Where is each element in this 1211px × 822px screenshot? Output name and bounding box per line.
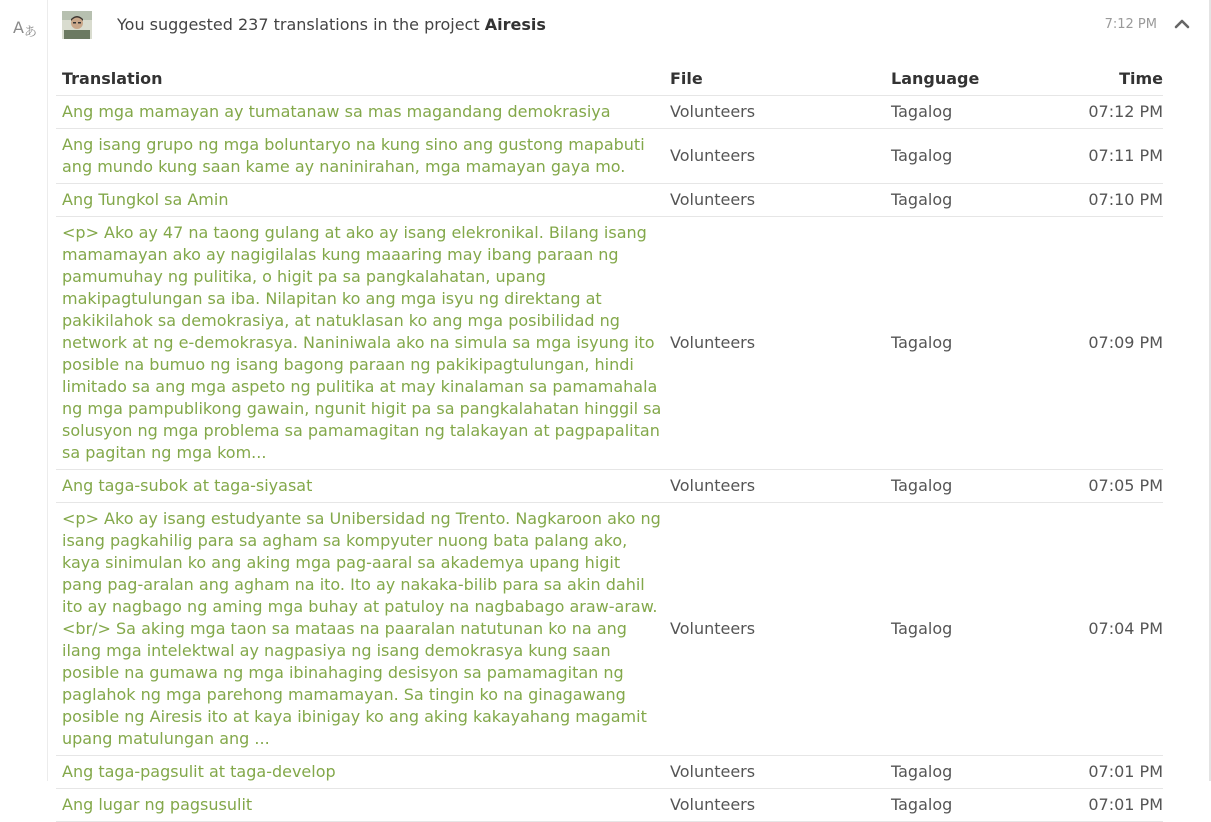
table-row [56, 789, 1163, 822]
time-cell: 07:12 PM [1027, 96, 1163, 129]
table-row [56, 129, 1163, 184]
time-cell: 07:04 PM [1027, 503, 1163, 756]
activity-timestamp: 7:12 PM [1104, 17, 1157, 32]
translation-cell [56, 756, 664, 789]
translation-link[interactable]: Ang mga mamayan ay tumatanaw sa mas magandang demokrasiya [62, 102, 611, 121]
table-row [56, 96, 1163, 129]
language-cell: Tagalog [885, 503, 1027, 756]
translation-cell [56, 184, 664, 217]
table-row [56, 756, 1163, 789]
activity-headline [117, 14, 546, 36]
project-name[interactable]: Airesis [484, 15, 546, 34]
file-cell: Volunteers [664, 129, 885, 184]
column-header-file: File [664, 62, 885, 96]
table-row [56, 470, 1163, 503]
translation-cell [56, 789, 664, 822]
translation-cell [56, 470, 664, 503]
column-header-time: Time [1027, 62, 1163, 96]
translation-link[interactable]: Ang Tungkol sa Amin [62, 190, 229, 209]
svg-text:あ: あ [24, 25, 38, 40]
translation-link[interactable]: <p> Ako ay isang estudyante sa Unibersidad ng Trento. Nagkaroon ako ng isang pagkahilig para sa agham sa kompyuter nuong bata palang ako, kaya sinimulan ko ang aking mga pag-aaral sa akademya upang higit pang pag-aralan ang agham na ito. Ito ay nakaka-bilib para sa akin dahil ito ay nagbago ng aming mga buhay at patuloy na nagbabago araw-araw.<br/> Sa aking mga taon sa mataas na paaralan natutunan ko na ang ilang mga intelektwal ay nagpasiya ng isang demokrasya kung saan posible na gumawa ng mga ibinahaging desisyon sa pamamagitan ng paglahok ng mga parehong mamamayan. Sa tingin ko na ginagawang posible ng Airesis ito at kaya ibinigay ko ang aking kakayahang magamit upang matulungan ang ... [62, 509, 661, 748]
svg-text:A: A [13, 18, 24, 37]
translation-cell [56, 503, 664, 756]
collapse-button[interactable] [1172, 14, 1192, 34]
language-cell: Tagalog [885, 756, 1027, 789]
activity-text: You suggested 237 translations in the project [117, 15, 480, 34]
time-cell: 07:11 PM [1027, 129, 1163, 184]
avatar [62, 11, 92, 39]
time-cell: 07:09 PM [1027, 217, 1163, 470]
column-header-translation: Translation [56, 62, 664, 96]
column-header-language: Language [885, 62, 1027, 96]
translation-link[interactable]: Ang taga-subok at taga-siyasat [62, 476, 313, 495]
translation-link[interactable]: Ang lugar ng pagsusulit [62, 795, 253, 814]
file-cell: Volunteers [664, 756, 885, 789]
language-cell: Tagalog [885, 789, 1027, 822]
translate-icon [13, 16, 39, 38]
time-cell: 07:10 PM [1027, 184, 1163, 217]
table-header-row [56, 62, 1163, 96]
table-row [56, 503, 1163, 756]
file-cell: Volunteers [664, 503, 885, 756]
time-cell: 07:05 PM [1027, 470, 1163, 503]
language-cell: Tagalog [885, 217, 1027, 470]
file-cell: Volunteers [664, 96, 885, 129]
language-cell: Tagalog [885, 129, 1027, 184]
translation-cell [56, 217, 664, 470]
translation-cell [56, 96, 664, 129]
file-cell: Volunteers [664, 789, 885, 822]
file-cell: Volunteers [664, 217, 885, 470]
table-row [56, 184, 1163, 217]
table-row [56, 217, 1163, 470]
translation-link[interactable]: Ang isang grupo ng mga boluntaryo na kung sino ang gustong mapabuti ang mundo kung saan kame ay naninirahan, mga mamayan gaya mo. [62, 135, 645, 176]
time-cell: 07:01 PM [1027, 789, 1163, 822]
file-cell: Volunteers [664, 184, 885, 217]
chevron-up-icon [1172, 14, 1192, 34]
translations-table [56, 62, 1163, 822]
translation-link[interactable]: Ang taga-pagsulit at taga-develop [62, 762, 336, 781]
left-rail [0, 0, 48, 781]
file-cell: Volunteers [664, 470, 885, 503]
language-cell: Tagalog [885, 470, 1027, 503]
translation-link[interactable]: <p> Ako ay 47 na taong gulang at ako ay isang elekronikal. Bilang isang mamamayan ako ay nagigilalas kung maaaring may ibang paraan ng pamumuhay ng pulitika, o higit pa sa pangkalahatan, upang makipagtulungan sa iba. Nilapitan ko ang mga isyu ng direktang at pakikilahok sa demokrasiya, at natuklasan ko ang mga posibilidad ng network at ng e-demokrasya. Naniniwala ako na simula sa mga isyung ito posible na bumuo ng isang bagong paraan ng pakikipagtulungan, hindi limitado sa ang mga aspeto ng pulitika at may kinalaman sa pamamahala ng mga pampublikong gawain, ngunit higit pa sa pangkalahatan hinggil sa solusyon ng mga problema sa pamamagitan ng talakayan at pagpapalitan sa pagitan ng mga kom... [62, 223, 662, 462]
language-cell: Tagalog [885, 96, 1027, 129]
time-cell: 07:01 PM [1027, 756, 1163, 789]
translation-cell [56, 129, 664, 184]
language-cell: Tagalog [885, 184, 1027, 217]
